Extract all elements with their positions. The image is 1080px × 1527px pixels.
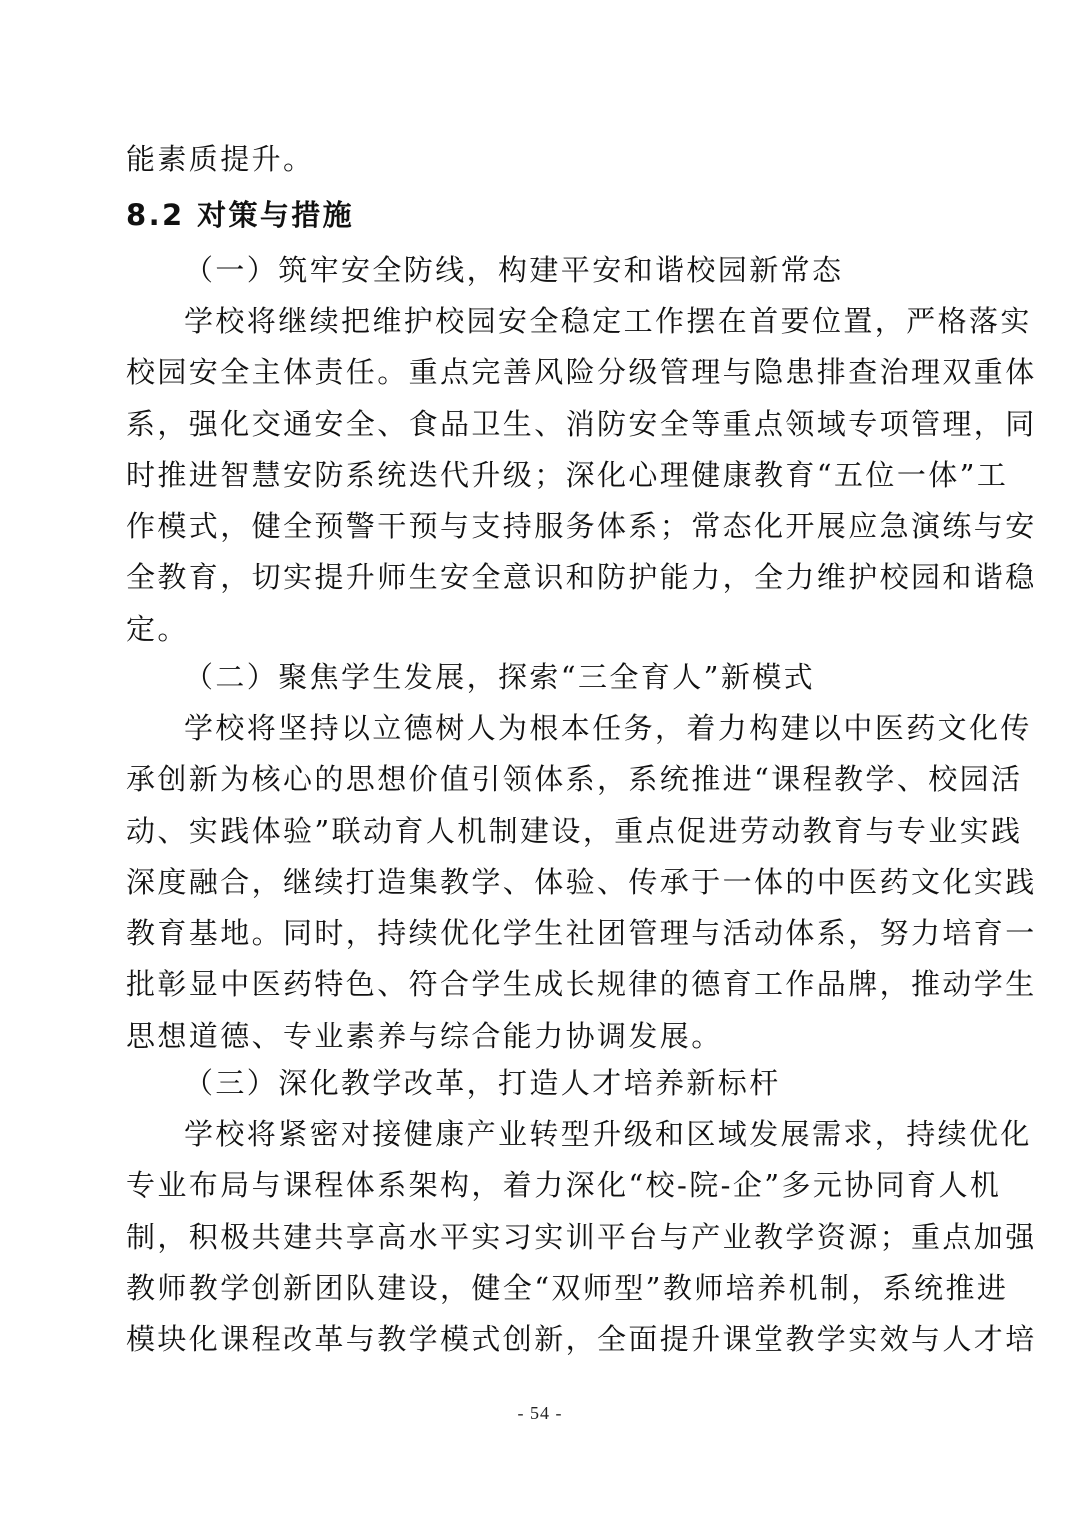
measure-1-paragraph	[126, 296, 1037, 655]
paragraph-line: 深度融合，继续打造集教学、体验、传承于一体的中医药文化实践	[126, 864, 1037, 899]
paragraph-line: 思想道德、专业素养与综合能力协调发展。	[126, 1018, 723, 1053]
paragraph-line: 批彰显中医药特色、符合学生成长规律的德育工作品牌，推动学生	[126, 967, 1037, 1002]
measure-3-paragraph	[126, 1109, 1037, 1365]
measure-2-title: （二）聚焦学生发展，探索“三全育人”新模式	[184, 660, 816, 694]
paragraph-line: 作模式，健全预警干预与支持服务体系；常态化开展应急演练与安	[126, 509, 1037, 544]
paragraph-line: 专业布局与课程体系架构，着力深化“校-院-企”多元协同育人机	[126, 1168, 1002, 1203]
paragraph-line: 校园安全主体责任。重点完善风险分级管理与隐患排查治理双重体	[126, 355, 1037, 390]
measure-3-title: （三）深化教学改革，打造人才培养新标杆	[184, 1066, 781, 1100]
paragraph-line: 制，积极共建共享高水平实习实训平台与产业教学资源；重点加强	[126, 1219, 1037, 1254]
measure-1-title: （一）筑牢安全防线，构建平安和谐校园新常态	[184, 253, 844, 287]
opening-line: 能素质提升。	[126, 142, 315, 176]
paragraph-line: 系，强化交通安全、食品卫生、消防安全等重点领域专项管理，同	[126, 406, 1037, 441]
paragraph-line: 定。	[126, 611, 189, 646]
paragraph-line: 学校将继续把维护校园安全稳定工作摆在首要位置，严格落实	[184, 304, 1032, 338]
section-title: 8.2 对策与措施	[126, 198, 355, 232]
paragraph-line: 教育基地。同时，持续优化学生社团管理与活动体系，努力培育一	[126, 916, 1037, 951]
paragraph-line: 动、实践体验”联动育人机制建设，重点促进劳动教育与专业实践	[126, 813, 1023, 848]
paragraph-line: 学校将紧密对接健康产业转型升级和区域发展需求，持续优化	[184, 1117, 1032, 1151]
paragraph-line: 模块化课程改革与教学模式创新，全面提升课堂教学实效与人才培	[126, 1322, 1037, 1357]
paragraph-line: 承创新为核心的思想价值引领体系，系统推进“课程教学、校园活	[126, 762, 1023, 797]
opening-paragraph	[126, 134, 956, 185]
page-number: - 54 -	[517, 1403, 563, 1423]
paragraph-line: 时推进智慧安防系统迭代升级；深化心理健康教育“五位一体”工	[126, 457, 1009, 492]
paragraph-line: 教师教学创新团队建设，健全“双师型”教师培养机制，系统推进	[126, 1270, 1009, 1305]
paragraph-line: 学校将坚持以立德树人为根本任务，着力构建以中医药文化传	[184, 711, 1032, 745]
measure-2-paragraph	[126, 703, 1037, 1062]
paragraph-line: 全教育，切实提升师生安全意识和防护能力，全力维护校园和谐稳	[126, 560, 1037, 595]
